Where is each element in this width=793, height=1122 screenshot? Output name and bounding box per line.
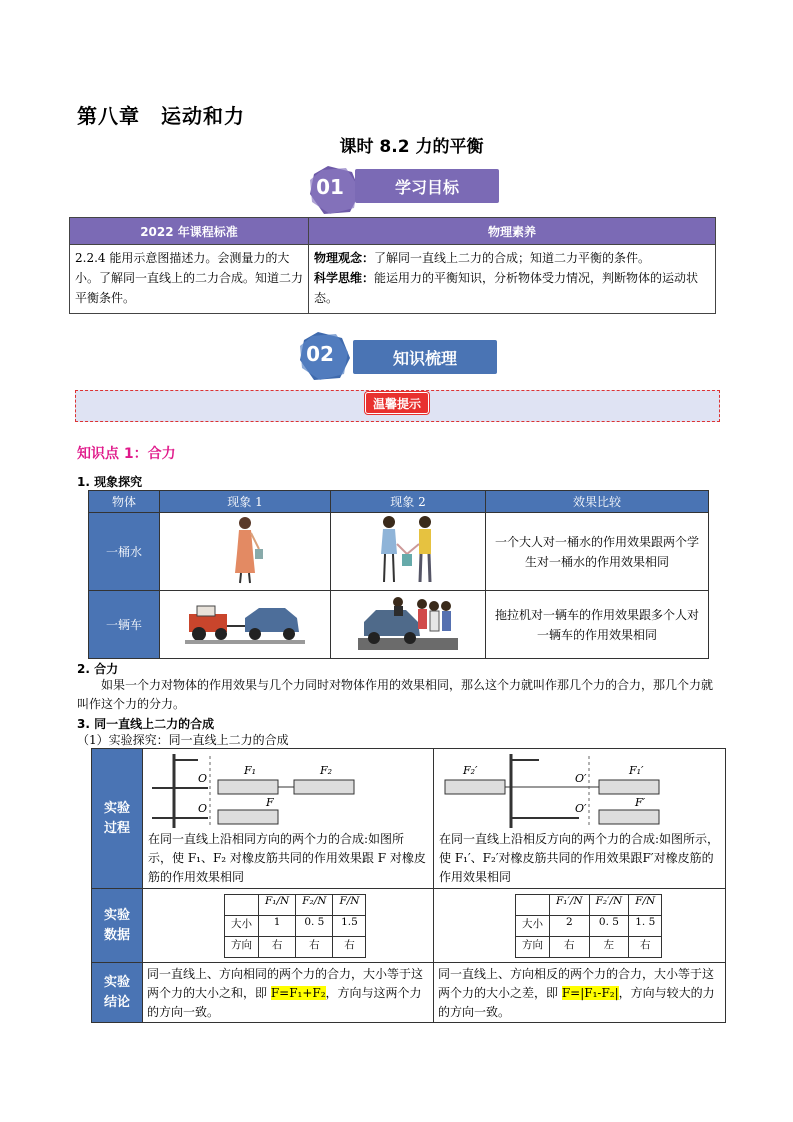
data-cell: 1. 5 [629, 915, 662, 936]
label-process-text: 实验过程 [103, 800, 130, 836]
conclusion-text: 同一直线上、方向相同的两个力的合力，大小等于这两个力的大小之和，即 [147, 967, 424, 1000]
col-header: 物体 [89, 491, 160, 513]
data-cell: 0. 5 [589, 915, 629, 936]
same-direction-text: 在同一直线上沿相同方向的两个力的合成:如图所示，使 F₁、F₂ 对橡皮筋共同的作用效果跟 F 对橡皮筋的作用效果相同 [148, 832, 426, 884]
section-number: 02 [306, 342, 334, 366]
col-header-standard: 2022 年课程标准 [70, 218, 309, 245]
conclusion-text: ，方向与这两个力的方向一致。 [147, 986, 422, 1019]
heading-resultant: 2. 合力 [77, 662, 119, 676]
adult-bucket-icon [225, 515, 265, 585]
label-conclusion [92, 963, 143, 1023]
label-data [92, 889, 143, 963]
standard-cell: 2.2.4 能用示意图描述力。会测量力的大小。了解同一直线上的二力合成。知道二力平衡条件。 [70, 245, 309, 314]
data-cell: 方向 [225, 936, 259, 957]
tractor-car-icon [185, 600, 305, 646]
data-cell: 0. 5 [296, 915, 333, 936]
data-cell: 1 [259, 915, 296, 936]
fig-F2: F₂ [320, 764, 333, 777]
opposite-direction-data-cell [434, 889, 726, 963]
lesson-title: 课时 8.2 力的平衡 [339, 137, 484, 157]
fig-F1p: F₁′ [629, 764, 644, 777]
data-cell: 大小 [516, 915, 550, 936]
opposite-direction-cell [434, 749, 726, 889]
literacy2-label: 科学思维： [314, 271, 375, 285]
literacy1-label: 物理观念： [314, 251, 375, 265]
effect-cell: 一个大人对一桶水的作用效果跟两个学生对一桶水的作用效果相同 [486, 513, 709, 591]
same-direction-diagram [148, 752, 408, 830]
label-process [92, 749, 143, 889]
data-header: F/N [629, 894, 662, 915]
data-cell: 大小 [225, 915, 259, 936]
data-cell: 2 [550, 915, 590, 936]
section-badge-02 [290, 330, 500, 382]
row-label: 一桶水 [89, 513, 160, 591]
col-header: 现象 1 [160, 491, 331, 513]
data-cell: 右 [296, 936, 333, 957]
conclusion-text: ，方向与较大的力的方向一致。 [438, 986, 715, 1019]
sub-heading-experiment: （1）实验探究：同一直线上二力的合成 [77, 733, 289, 747]
col-header: 现象 2 [331, 491, 486, 513]
data-header [225, 894, 259, 915]
effect-cell: 拖拉机对一辆车的作用效果跟多个人对一辆车的作用效果相同 [486, 591, 709, 659]
formula-highlight: F=F₁+F₂ [270, 986, 326, 1000]
same-direction-data-cell [143, 889, 434, 963]
section-title: 知识梳理 [353, 340, 497, 374]
data-header: F₂′/N [589, 894, 629, 915]
same-direction-cell [143, 749, 434, 889]
data-cell: 右 [259, 936, 296, 957]
data-header: F₁/N [259, 894, 296, 915]
literacy1-text: 了解同一直线上二力的合成；知道二力平衡的条件。 [374, 251, 651, 265]
opposite-direction-data-table [515, 894, 662, 958]
data-header: F₁′/N [550, 894, 590, 915]
experiment-table [91, 748, 726, 1023]
image-tractor-towing-car [160, 591, 331, 659]
data-cell: 方向 [516, 936, 550, 957]
fig-F2p: F₂′ [463, 764, 478, 777]
fig-F1: F₁ [244, 764, 257, 777]
opposite-direction-text: 在同一直线上沿相反方向的两个力的合成:如图所示，使 F₁′、F₂′对橡皮筋共同的作用效果跟F′对橡皮筋的作用效果相同 [439, 832, 720, 884]
data-cell: 1.5 [333, 915, 366, 936]
fig-Fp: F′ [635, 796, 646, 809]
heading-combination: 3. 同一直线上二力的合成 [77, 717, 215, 731]
label-data-text: 实验数据 [103, 907, 130, 943]
people-car-icon [358, 594, 458, 652]
row-label: 一辆车 [89, 591, 160, 659]
section-badge-01 [300, 164, 500, 216]
data-cell: 右 [333, 936, 366, 957]
same-direction-conclusion [143, 963, 434, 1023]
data-cell: 左 [589, 936, 629, 957]
resultant-definition: 如果一个力对物体的作用效果与几个力同时对物体作用的效果相同，那么这个力就叫作那几个力的合力，那几个力就叫作这个力的分力。 [77, 678, 714, 711]
data-cell: 右 [550, 936, 590, 957]
fig-O2: O′ [575, 802, 587, 815]
conclusion-text: 同一直线上、方向相反的两个力的合力，大小等于这两个力的大小之差，即 [438, 967, 715, 1000]
chapter-title: 第八章 运动和力 [77, 104, 245, 128]
section-number: 01 [316, 175, 344, 199]
heading-phenomena: 1. 现象探究 [77, 475, 143, 489]
phenomena-table [88, 490, 709, 659]
data-cell: 右 [629, 936, 662, 957]
section-title: 学习目标 [355, 169, 499, 203]
knowledge-point-title: 知识点 1：合力 [77, 446, 176, 462]
opposite-direction-conclusion [434, 963, 726, 1023]
tip-badge: 温馨提示 [365, 392, 429, 414]
image-adult-carrying-bucket [160, 513, 331, 591]
goals-table [69, 217, 716, 314]
formula-highlight: F=|F₁-F₂| [561, 986, 619, 1000]
col-header-literacy: 物理素养 [309, 218, 716, 245]
data-header [516, 894, 550, 915]
fig-O: O [198, 802, 208, 815]
fig-O2: O′ [575, 772, 587, 785]
students-bucket-icon [373, 514, 443, 586]
fig-F: F [266, 796, 274, 809]
image-two-students-carrying-bucket [331, 513, 486, 591]
literacy2-text: 能运用力的平衡知识，分析物体受力情况，判断物体的运动状态。 [314, 271, 699, 305]
opposite-direction-diagram [439, 752, 699, 830]
same-direction-data-table [224, 894, 366, 958]
data-header: F₂/N [296, 894, 333, 915]
literacy-cell [309, 245, 716, 314]
col-header: 效果比较 [486, 491, 709, 513]
image-people-pushing-car [331, 591, 486, 659]
data-header: F/N [333, 894, 366, 915]
fig-O: O [198, 772, 208, 785]
label-conclusion-text: 实验结论 [103, 974, 130, 1010]
